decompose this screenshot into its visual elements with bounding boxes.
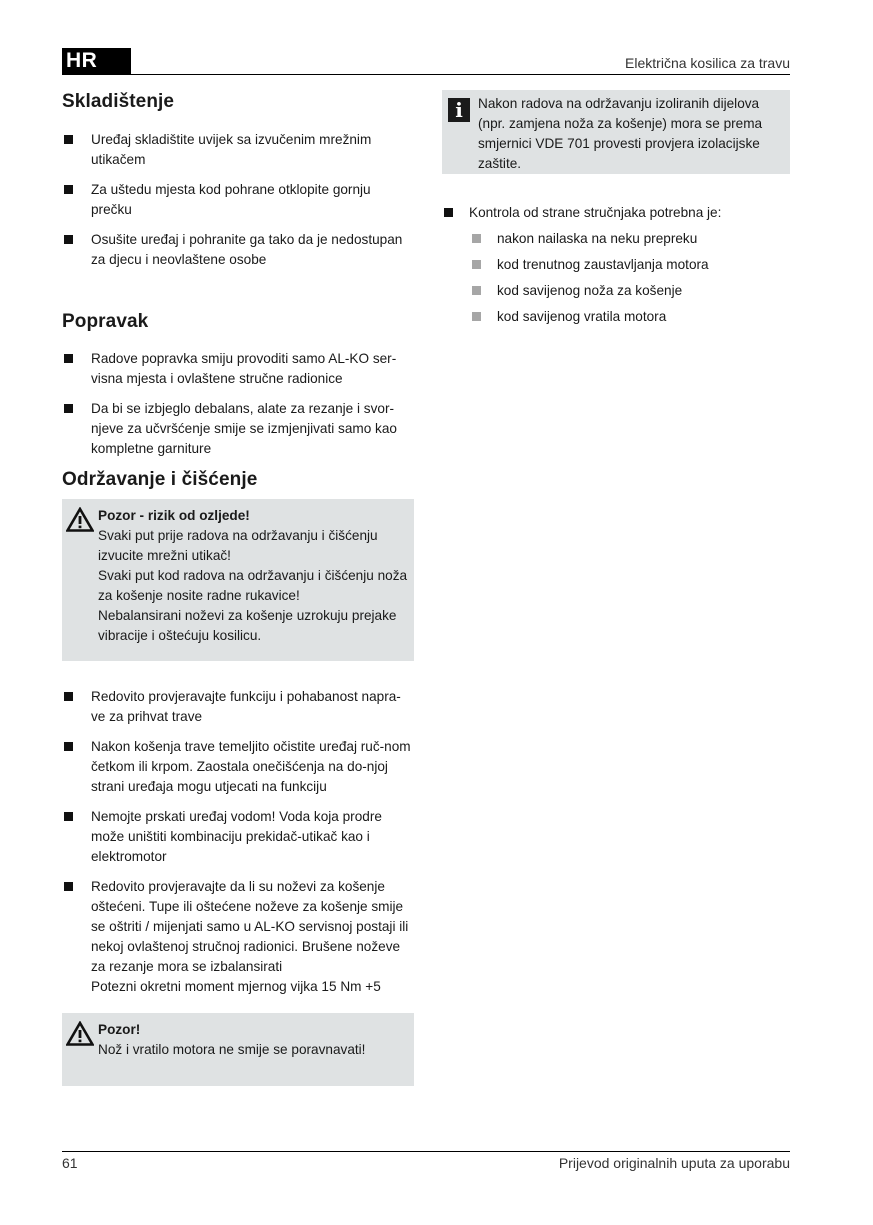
sub-list-item-text: kod savijenog noža za košenje <box>497 283 683 298</box>
list-item-text: Nemojte prskati uređaj vodom! Voda koja prodre može uništiti kombinaciju prekidač-utikač kao i elektromotor <box>91 809 382 864</box>
square-bullet-icon <box>64 135 73 144</box>
grey-square-bullet-icon <box>472 286 481 295</box>
list-item <box>62 687 414 727</box>
document-title: Električna kosilica za travu <box>625 55 790 71</box>
warning-title: Pozor - rizik od ozljede! <box>98 508 250 523</box>
warning-line: Nebalansirani noževi za košenje uzrokuju prejake vibracije i oštećuju kosilicu. <box>98 608 397 643</box>
list-item <box>62 399 414 459</box>
list-item-text: Radove popravka smiju provoditi samo AL-KO ser-visna mjesta i ovlaštene stručne radionice <box>91 351 397 386</box>
list-item-text: Kontrola od strane stručnjaka potrebna je: <box>469 205 722 220</box>
list-item-text: Nakon košenja trave temeljito očistite uređaj ruč-nom četkom ili krpom. Zaostala onečišćenja na do-njoj strani uređaja mogu utjecati na funkciju <box>91 739 411 794</box>
language-badge: HR <box>62 48 131 74</box>
inspection-sublist <box>469 229 790 327</box>
warning-line: Svaki put prije radova na održavanju i čišćenju izvucite mrežni utikač! <box>98 528 378 563</box>
sub-list-item-text: nakon nailaska na neku prepreku <box>497 231 698 246</box>
footer-text: Prijevod originalnih uputa za uporabu <box>558 1155 790 1171</box>
right-column <box>442 90 790 337</box>
square-bullet-icon <box>64 354 73 363</box>
list-item-text: Redovito provjeravajte funkciju i pohabanost napra-ve za prihvat trave <box>91 689 401 724</box>
square-bullet-icon <box>64 235 73 244</box>
caution-text: Nož i vratilo motora ne smije se poravnavati! <box>98 1042 366 1057</box>
list-item-text: Osušite uređaj i pohranite ga tako da je nedostupan za djecu i neovlaštene osobe <box>91 232 403 267</box>
grey-square-bullet-icon <box>472 234 481 243</box>
repair-list <box>62 349 414 459</box>
grey-square-bullet-icon <box>472 260 481 269</box>
injury-warning-box <box>62 499 414 661</box>
maintenance-list <box>62 687 414 997</box>
sub-list-item-text: kod savijenog vratila motora <box>497 309 667 324</box>
sub-list-item <box>469 229 790 249</box>
square-bullet-icon <box>64 882 73 891</box>
storage-list <box>62 130 414 270</box>
list-item <box>62 807 414 867</box>
square-bullet-icon <box>444 208 453 217</box>
square-bullet-icon <box>64 692 73 701</box>
list-item-text: Uređaj skladištite uvijek sa izvučenim mrežnim utikačem <box>91 132 372 167</box>
info-icon: i <box>448 98 470 122</box>
info-text: Nakon radova na održavanju izoliranih dijelova (npr. zamjena noža za košenje) mora se prema smjernici VDE 701 provesti provjera izolacijske zaštite. <box>478 96 763 171</box>
left-column <box>62 90 414 1086</box>
sub-list-item <box>469 281 790 301</box>
sub-list-item <box>469 255 790 275</box>
list-item-text: Da bi se izbjeglo debalans, alate za rezanje i svor-njeve za učvršćenje smije se izmjenjivati samo kao kompletne garniture <box>91 401 397 456</box>
warning-triangle-icon <box>66 507 94 532</box>
warning-triangle-icon <box>66 1021 94 1046</box>
square-bullet-icon <box>64 742 73 751</box>
list-item <box>62 130 414 170</box>
page-number: 61 <box>62 1155 78 1171</box>
warning-line: Svaki put kod radova na održavanju i čišćenju noža za košenje nosite radne rukavice! <box>98 568 408 603</box>
list-item <box>62 180 414 220</box>
list-item-text: Za uštedu mjesta kod pohrane otklopite gornju prečku <box>91 182 371 217</box>
storage-heading: Skladištenje <box>62 91 175 112</box>
inspection-list <box>442 203 790 327</box>
list-item <box>62 230 414 270</box>
maintenance-heading: Održavanje i čišćenje <box>62 469 258 490</box>
info-box <box>442 90 790 174</box>
sub-list-item-text: kod trenutnog zaustavljanja motora <box>497 257 709 272</box>
list-item <box>62 877 414 997</box>
caution-box <box>62 1013 414 1086</box>
repair-heading: Popravak <box>62 311 149 332</box>
list-item <box>62 349 414 389</box>
list-item-text: Redovito provjeravajte da li su noževi za košenje oštećeni. Tupe ili oštećene noževe za košenje smije se oštriti / mijenjati samo u AL-KO servisnoj postaji ili nekoj ovlaštenoj stručnoj radionici. Brušene noževe za rezanje mora se izbalansirati <box>91 879 409 974</box>
square-bullet-icon <box>64 404 73 413</box>
list-item <box>442 203 790 327</box>
square-bullet-icon <box>64 185 73 194</box>
footer-divider <box>62 1151 790 1152</box>
sub-list-item <box>469 307 790 327</box>
caution-title: Pozor! <box>98 1022 141 1037</box>
square-bullet-icon <box>64 812 73 821</box>
header-divider <box>62 74 790 75</box>
list-item <box>62 737 414 797</box>
grey-square-bullet-icon <box>472 312 481 321</box>
torque-note: Potezni okretni moment mjernog vijka 15 Nm +5 <box>91 979 381 994</box>
